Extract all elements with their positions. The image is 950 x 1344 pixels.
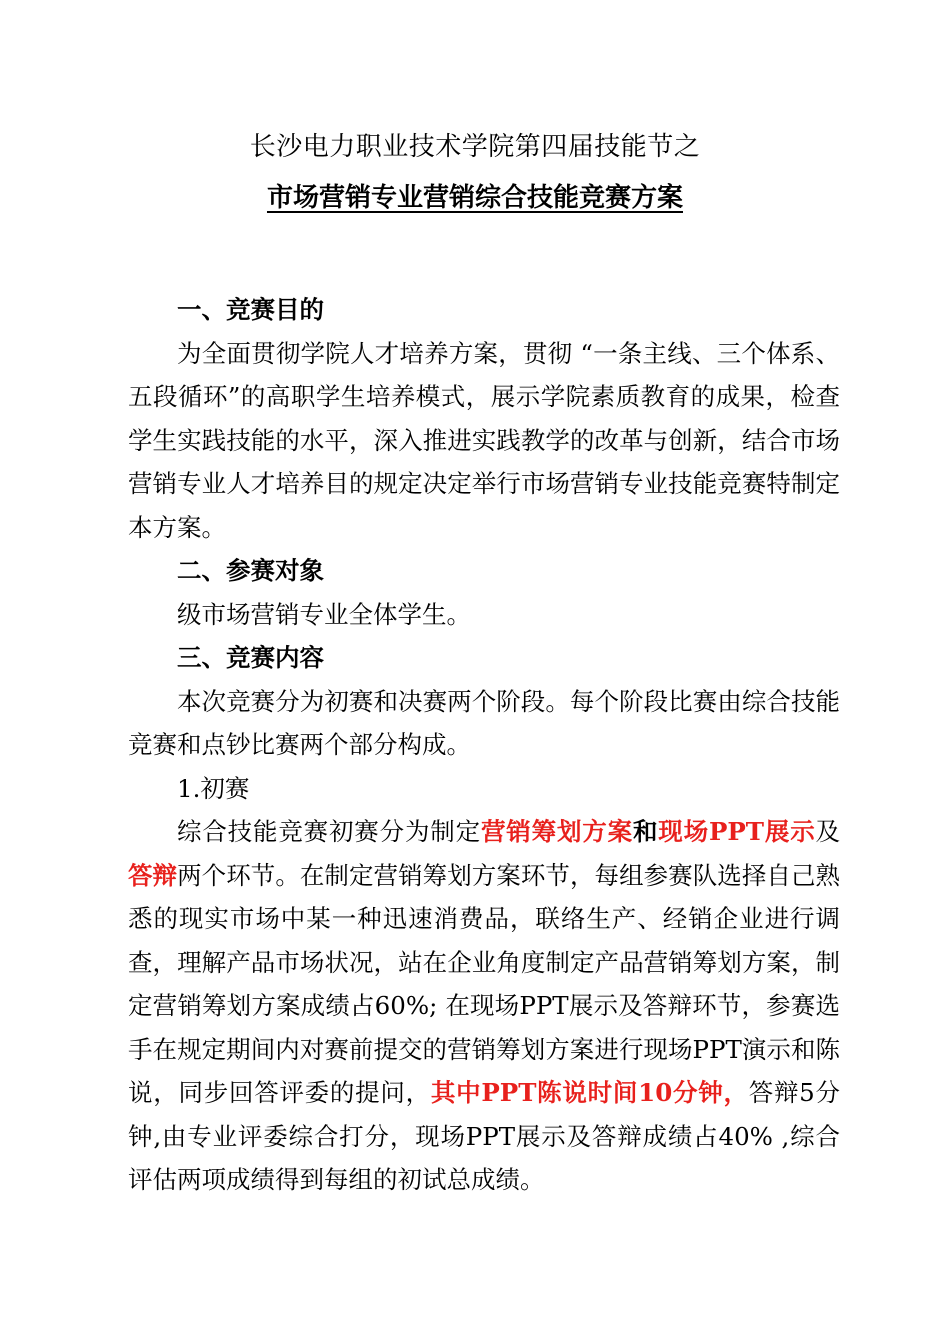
prelim-text-1: 综合技能竞赛初赛分为制定 [177,817,481,846]
document-title-underlined: 市场营销专业营销综合技能竞赛方案 [266,183,683,213]
section3-heading: 三、竞赛内容 [177,643,324,672]
prelim-highlight-defense: 答辩 [128,860,178,890]
section3-paragraph: 本次竞赛分为初赛和决赛两个阶段。每个阶段比赛由综合技能竞赛和点钞比赛两个部分构成。 [128,686,840,759]
prelim-text-3: 两个环节。在制定营销筹划方案环节，每组参赛队选择自己熟悉的现实市场中某一种迅速消费品，联络生产、经销企业进行调查，理解产品市场状况，站在企业角度制定产品营销筹划方案，制定营销筹划方案成绩占60%; 在现场PPT展示及答辩环节，参赛选手在规定期间内对赛前提交的营销筹划方案进行现场PPT演示和陈说，同步回答评委的提问， [128,860,840,1107]
prelim-and: 和 [632,817,659,846]
prelim-text-4: 答辩5分钟,由专业评委综合打分，现场PPT展示及答辩成绩占40% ,综合评估两项成绩得到每组的初试总成绩。 [128,1078,841,1194]
section2-paragraph: 级市场营销专业全体学生。 [177,599,471,629]
prelim-highlight-ppt: 现场PPT展示 [658,817,816,846]
section3-sub-heading: 1.初赛 [177,773,250,803]
document-body [128,288,840,1202]
section1-paragraph: 为全面贯彻学院人才培养方案，贯彻 “一条主线、三个体系、五段循环”的高职学生培养模式，展示学院素质教育的成果，检查学生实践技能的水平，深入推进实践教学的改革与创新，结合市场营销专业人才培养目的规定决定举行市场营销专业技能竞赛特制定本方案。 [128,338,840,542]
prelim-highlight-plan: 营销筹划方案 [480,817,633,846]
section2-heading: 二、参赛对象 [177,556,324,585]
prelim-paragraph [128,810,840,1202]
prelim-highlight-time: 其中PPT陈说时间10分钟， [430,1078,749,1107]
section1-heading: 一、竞赛目的 [177,295,324,324]
prelim-text-2: 及 [815,817,841,846]
document-title-line1: 长沙电力职业技术学院第四届技能节之 [249,132,701,162]
document-title-line2 [0,180,950,216]
